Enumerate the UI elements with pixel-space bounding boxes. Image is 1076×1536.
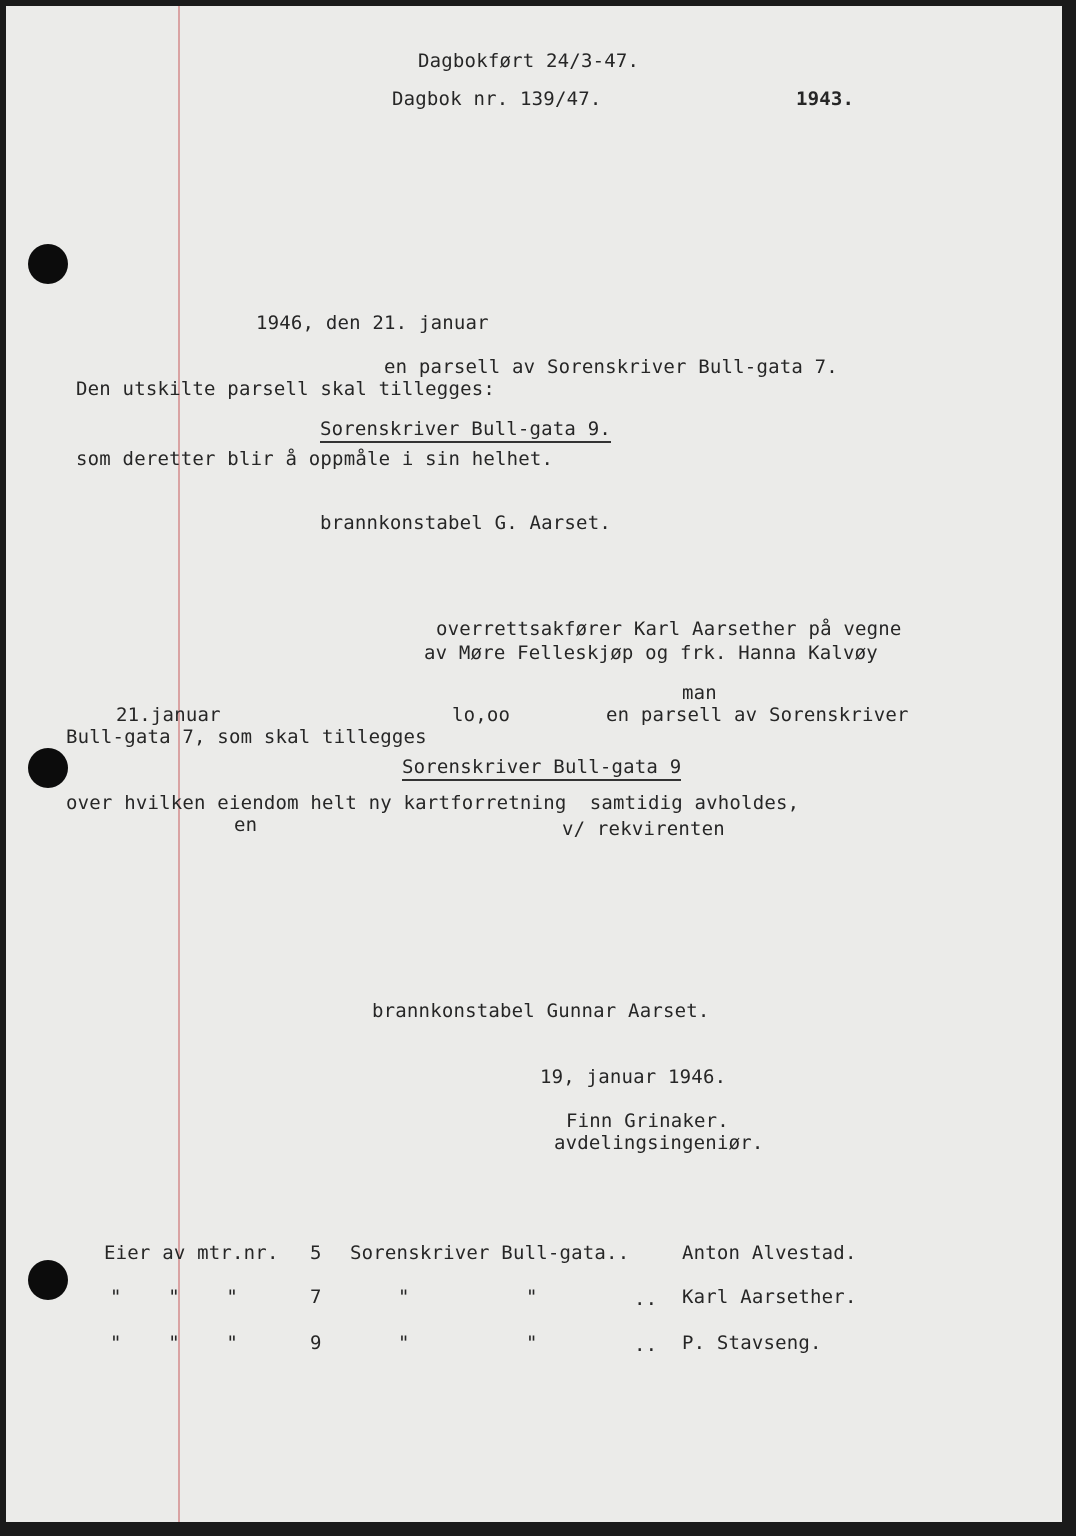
- insert-en: en: [234, 814, 258, 836]
- text-line-5: brannkonstabel G. Aarset.: [320, 512, 611, 534]
- insert-rekvirenten: v/ rekvirenten: [562, 818, 725, 840]
- owner-row-label: " " ": [110, 1286, 239, 1308]
- signature-name: Finn Grinaker.: [566, 1110, 729, 1132]
- underlined-address-1: Sorenskriver Bull-gata 9.: [320, 418, 611, 443]
- owner-row-name: Karl Aarsether.: [682, 1286, 857, 1308]
- owner-row-street: Sorenskriver Bull-gata..: [350, 1242, 630, 1264]
- dagbokfort-stamp: Dagbokført 24/3-47.: [418, 50, 640, 72]
- text-line-12: over hvilken eiendom helt ny kartforretning samtidig avholdes,: [66, 792, 800, 814]
- text-line-6: overrettsakfører Karl Aarsether på vegne: [436, 618, 902, 640]
- owner-row-street: " ": [398, 1332, 538, 1354]
- text-line-4: som deretter blir å oppmåle i sin helhet.: [76, 448, 554, 470]
- owner-row-name: P. Stavseng.: [682, 1332, 822, 1354]
- punch-hole: [28, 1260, 68, 1300]
- owner-row-number: 7: [310, 1286, 322, 1308]
- signature-date: 19, januar 1946.: [540, 1066, 727, 1088]
- insert-man: man: [682, 682, 717, 704]
- date-line: 1946, den 21. januar: [256, 312, 489, 334]
- owner-row-dots: ..: [634, 1334, 658, 1356]
- meeting-date: 21.januar: [116, 704, 221, 726]
- text-line-14: brannkonstabel Gunnar Aarset.: [372, 1000, 710, 1022]
- owner-row-label: Eier av mtr.nr.: [104, 1242, 279, 1264]
- insert-line-1: en parsell av Sorenskriver Bull-gata 7.: [384, 356, 838, 378]
- document-page: [6, 6, 1062, 1522]
- owner-row-label: " " ": [110, 1332, 239, 1354]
- owner-row-number: 5: [310, 1242, 322, 1264]
- punch-hole: [28, 748, 68, 788]
- owner-row-dots: ..: [634, 1288, 658, 1310]
- signature-title: avdelingsingeniør.: [554, 1132, 764, 1154]
- text-line-7: av Møre Felleskjøp og frk. Hanna Kalvøy: [424, 642, 878, 664]
- text-line-10: Bull-gata 7, som skal tillegges: [66, 726, 427, 748]
- owner-row-street: " ": [398, 1286, 538, 1308]
- owner-row-number: 9: [310, 1332, 322, 1354]
- underlined-address-2: Sorenskriver Bull-gata 9: [402, 756, 681, 781]
- year: 1943.: [796, 88, 855, 110]
- dagbok-number: Dagbok nr. 139/47.: [392, 88, 602, 110]
- text-line-2: Den utskilte parsell skal tillegges:: [76, 378, 496, 400]
- text-line-9: en parsell av Sorenskriver: [606, 704, 909, 726]
- punch-hole: [28, 244, 68, 284]
- owner-row-name: Anton Alvestad.: [682, 1242, 857, 1264]
- meeting-time: lo,oo: [452, 704, 511, 726]
